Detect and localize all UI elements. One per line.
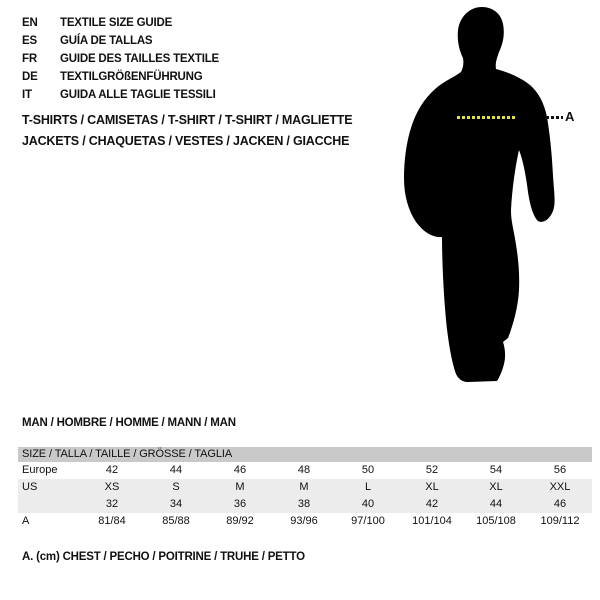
table-cell: 46	[233, 464, 247, 476]
table-cell: 54	[489, 464, 503, 476]
table-row-europe	[18, 462, 592, 479]
table-cell: 97/100	[351, 515, 385, 527]
chest-measure-line-pointer	[546, 116, 563, 119]
language-title: GUIDE DES TAILLES TEXTILE	[60, 53, 219, 65]
language-title: GUÍA DE TALLAS	[60, 35, 153, 47]
table-cell: S	[172, 481, 180, 493]
table-cell: 56	[553, 464, 567, 476]
table-cell: 46	[553, 498, 567, 510]
size-table-header: SIZE / TALLA / TAILLE / GRÖSSE / TAGLIA	[18, 447, 592, 462]
table-cell: 42	[105, 464, 119, 476]
table-cell: 42	[425, 498, 439, 510]
table-cell: 36	[233, 498, 247, 510]
table-cell: 34	[169, 498, 183, 510]
language-title: GUIDA ALLE TAGLIE TESSILI	[60, 89, 216, 101]
language-title: TEXTILGRÖßENFÜHRUNG	[60, 71, 203, 83]
row-label: Europe	[22, 464, 58, 476]
table-cell: 40	[361, 498, 375, 510]
table-cell: M	[299, 481, 309, 493]
table-cell: 105/108	[476, 515, 516, 527]
table-cell: XL	[489, 481, 503, 493]
table-cell: 48	[297, 464, 311, 476]
table-cell: 101/104	[412, 515, 452, 527]
language-code: FR	[22, 53, 37, 65]
measure-label-a: A	[565, 109, 575, 124]
table-cell: XS	[104, 481, 120, 493]
category-tshirts: T-SHIRTS / CAMISETAS / T-SHIRT / T-SHIRT / MAGLIETTE	[22, 113, 353, 127]
table-cell: 52	[425, 464, 439, 476]
table-row-chest-a	[18, 513, 592, 530]
table-cell: M	[235, 481, 245, 493]
table-cell: 32	[105, 498, 119, 510]
table-cell: 85/88	[162, 515, 190, 527]
table-cell: 89/92	[226, 515, 254, 527]
table-cell: XL	[425, 481, 439, 493]
language-code: IT	[22, 89, 32, 101]
table-cell: 50	[361, 464, 375, 476]
chest-measure-line-on-body	[457, 116, 517, 119]
section-title-man: MAN / HOMBRE / HOMME / MANN / MAN	[22, 417, 236, 429]
measurement-footnote: A. (cm) CHEST / PECHO / POITRINE / TRUHE / PETTO	[22, 551, 305, 563]
table-cell: 44	[169, 464, 183, 476]
table-cell: XXL	[549, 481, 571, 493]
man-silhouette	[395, 0, 570, 395]
table-cell: 109/112	[540, 515, 580, 527]
size-table	[18, 447, 592, 530]
table-cell: 44	[489, 498, 503, 510]
table-cell: 81/84	[98, 515, 126, 527]
table-row-numeric	[18, 496, 592, 513]
category-jackets: JACKETS / CHAQUETAS / VESTES / JACKEN / GIACCHE	[22, 134, 350, 148]
row-label: A	[22, 515, 30, 527]
table-cell: L	[364, 481, 372, 493]
language-code: DE	[22, 71, 38, 83]
language-code: ES	[22, 35, 37, 47]
language-code: EN	[22, 17, 38, 29]
row-label	[18, 496, 80, 513]
language-title: TEXTILE SIZE GUIDE	[60, 17, 173, 29]
table-row-us	[18, 479, 592, 496]
row-label: US	[22, 481, 38, 493]
table-cell: 93/96	[290, 515, 318, 527]
table-cell: 38	[297, 498, 311, 510]
